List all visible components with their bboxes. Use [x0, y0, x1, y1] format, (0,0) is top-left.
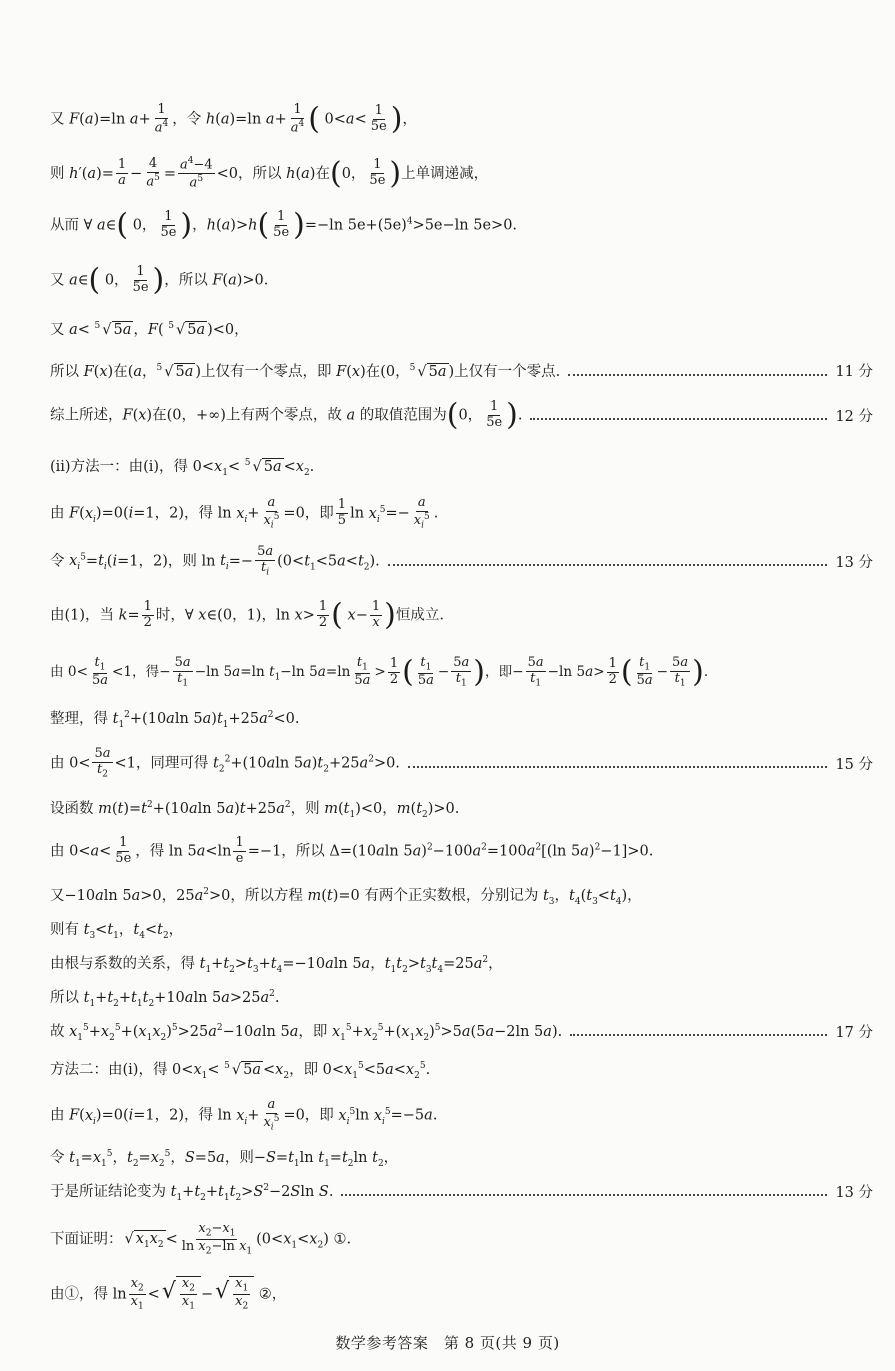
leader-dots — [570, 1034, 827, 1036]
line-23: 由 $F(x_i)=0(i=1$，2)，得 $\ln x_i+$ $\frac{a}{x_i^5}$ =0，即 $x_i^5\ln$ $x_i^5=-5a$. — [50, 1097, 438, 1133]
page-footer: 数学参考答案 第 8 页(共 9 页) — [335, 1334, 560, 1352]
line-06: 所以 F(x)在(a，$^5$ √ 5a )上仅有一个零点，即 F(x)在(0，$^5$ √ 5a )上仅有一个零点. 11 分 — [50, 360, 873, 381]
line-27: 由①，得 ln $\frac{x_2}{x_1}$ <√ $\frac{x_2}{x_1}$ −√ $\frac{x_1}{x_2}$ ②， — [50, 1276, 287, 1312]
line-18: 则有 $t_3<t_1$，$t_4<t_2$， — [50, 922, 184, 941]
line-17: 又−10aln 5a>0，$25a^2>0$，所以方程 m(t)=0 有两个正实数根，分别记为 $t_3$，$t_4(t_3<t_4)$， — [50, 887, 642, 907]
score-label: 17 分 — [835, 1024, 873, 1041]
line-22: 方法二：由(i)，得 $0<x_1< ^5$ √ $5a <x_2$，即 $0<x_1^5<5a<x_2^5$. — [50, 1061, 431, 1081]
leader-dots — [530, 418, 827, 420]
line-14: 由 0< $\frac{5a}{t_2}$ <1，同理可得 $t_2^2+(10aln$ $5a)t_2+25a^2>0$. 15 分 — [50, 746, 873, 780]
line-04: 又 a∈( 0， $\frac{1}{5e}$ )，所以 F(a)>0. — [50, 262, 269, 298]
line-11: 由(1)，当 k= $\frac{1}{2}$ 时，∀ x∈(0，1)，ln x> $\frac{1}{2}$ ( x− $\frac{1}{x}$ )恒成立. — [50, 597, 444, 633]
line-21: 故 $x_1^5+x_2^5+(x_1x_2)^5>25a^2-10aln$ 5a，即 $x_1^5+x_2^5+(x_1x_2)^5>5a(5a-2\ln$ 5a). 17 分 — [50, 1020, 873, 1043]
line-12: 由 0< $\frac{t_1}{5a}$ <1，得− $\frac{5a}{t_1}$ −ln 5a=ln $t_1-\ln$ 5a=ln $\frac{t_1}{5a}$ > $\frac{1}{2}$ ( $\frac{t_1}{5a}$ − $\frac{5a}{t_1}$ )，即− $\frac{5a}{t_1}$ −ln 5a> $\frac{1}{2}$ ( $\frac{t_1}{5a}$ − $\frac{5a}{t_1}$ ). — [50, 654, 709, 690]
score-label: 13 分 — [835, 554, 873, 571]
line-19: 由根与系数的关系，得 $t_1+t_2>t_3+t_4=-10aln$ 5a，$t_1t_2>t_3t_4=25a^2$， — [50, 955, 503, 975]
score-label: 12 分 — [835, 408, 873, 425]
score-label: 11 分 — [835, 364, 873, 380]
line-10: 令 $x_i^5=t_i(i=1$，2)，则 $\ln t_i=-$ $\frac{5a}{t_i}$ $(0<t_1<5a<t_2)$. 13 分 — [50, 544, 873, 578]
line-26: 下面证明： √ $x_1x_2$ < $\frac{x_2-x_1}{\ln x_2-\ln x_1}$ $(0<x_1<x_2)$ ①. — [50, 1221, 352, 1257]
line-24: 令 $t_1=x_1^5$，$t_2=x_2^5$，S=5a，则$-S=t_1\ln$ $t_1=t_2\ln$ $t_2$， — [50, 1149, 399, 1169]
line-08: (ii)方法一：由(i)，得 $0<x_1< ^5$ √ $5a <x_2$. — [50, 458, 315, 478]
line-13: 整理，得 $t_1^2+(10aln$ $5a)t_1+25a^2<0$. — [50, 710, 300, 730]
line-01: 又 F(a)=ln a+ $\frac{1}{a^4}$ ，令 h(a)=ln a+ $\frac{1}{a^4}$ ( 0<a< $\frac{1}{5e}$ )， — [50, 101, 417, 137]
score-label: 13 分 — [835, 1184, 873, 1201]
leader-dots — [388, 564, 828, 566]
leader-dots — [341, 1194, 827, 1196]
score-label: 15 分 — [835, 756, 873, 773]
line-20: 所以 $t_1+t_2+t_1t_2+10aln$ $5a>25a^2$. — [50, 989, 280, 1009]
line-15: 设函数 $m(t)=t^2+(10aln$ $5a)t+25a^2$，则 $m(t_1)<0$，$m(t_2)>0$. — [50, 800, 460, 820]
line-16: 由 0<a< $\frac{1}{5e}$ ，得 ln 5a<ln $\frac{1}{e}$ =−1，所以 Δ=(10aln $5a)^2-100a^2=100a^2[(\ln$ 5a)$^2$−1]>0. — [50, 835, 654, 866]
line-07: 综上所述，F(x)在(0，+∞)上有两个零点，故 a 的取值范围为(0， $\frac{1}{5e}$ ). 12 分 — [50, 397, 873, 433]
line-05: 又 a< $^5$ √ 5a ，F( $^5$ √ 5a )<0， — [50, 321, 249, 338]
line-09: 由 $F(x_i)=0(i=1$，2)，得 $\ln x_i+$ $\frac{a}{x_i^5}$ =0，即 $\frac{1}{5}$ $\ln x_i^5=-$ $\frac{a}{x_i^5}$ . — [50, 495, 439, 531]
line-02: 则 h′(a)= $\frac{1}{a}$ − $\frac{4}{a^5}$ = $\frac{a^4-4}{a^5}$ <0，所以 h(a)在(0， $\frac{1}{5e}$ )上单调递减， — [50, 155, 489, 191]
line-03: 从而 ∀ a∈( 0， $\frac{1}{5e}$ )，h(a)>h( $\frac{1}{5e}$ )=−ln $5e+(5e)^4>5e-\ln$ 5e>0. — [50, 207, 518, 243]
leader-dots — [408, 766, 828, 768]
line-25: 于是所证结论变为 $t_1+t_2+t_1t_2>S^2-2Sln$ S. 13 分 — [50, 1180, 873, 1203]
leader-dots — [568, 374, 827, 376]
